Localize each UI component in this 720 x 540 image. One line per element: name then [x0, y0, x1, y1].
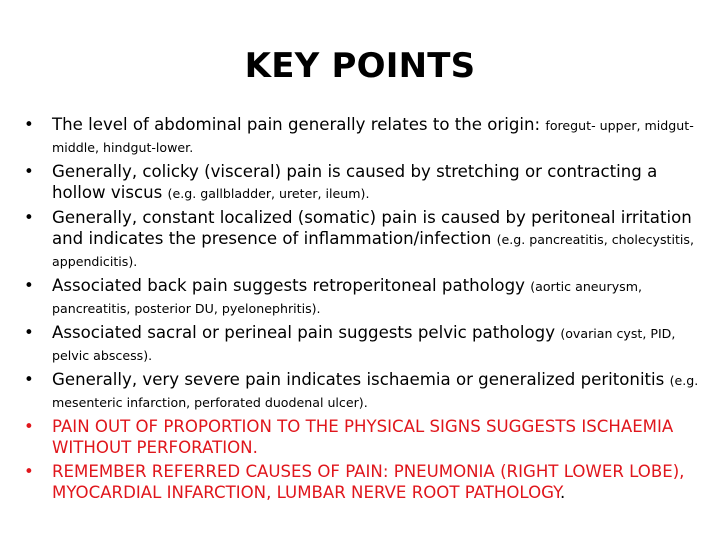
bullet-detail-text: (ovarian cyst, PID, pelvic abscess). [52, 326, 676, 363]
bullet-item [24, 275, 700, 319]
bullet-item [24, 369, 700, 413]
slide-title: KEY POINTS [244, 46, 476, 86]
bullet-main-text: Generally, colicky (visceral) pain is caused by stretching or contracting a hollow viscus [52, 162, 658, 202]
bullet-item-emphasis [24, 416, 700, 458]
bullet-detail-text: (e.g. gallbladder, ureter, ileum). [167, 186, 370, 201]
bullet-main-text: Associated back pain suggests retroperitoneal pathology [52, 276, 531, 295]
bullet-item [24, 114, 700, 158]
bullet-item [24, 161, 700, 204]
bullet-main-text: Associated sacral or perineal pain suggests pelvic pathology [52, 323, 561, 342]
bullet-detail-text: (e.g. mesenteric infarction, perforated duodenal ulcer). [52, 373, 699, 410]
bullet-main-text: Generally, very severe pain indicates ischaemia or generalized peritonitis [52, 370, 670, 389]
bullet-main-text: PAIN OUT OF PROPORTION TO THE PHYSICAL SIGNS SUGGESTS ISCHAEMIA WITHOUT PERFORATION. [52, 417, 674, 457]
bullet-main-text: The level of abdominal pain generally relates to the origin: [52, 115, 546, 134]
bullet-item-emphasis [24, 461, 700, 503]
bullet-list [24, 114, 700, 506]
bullet-item [24, 207, 700, 272]
bullet-detail-text: (e.g. pancreatitis, cholecystitis, appendicitis). [52, 232, 694, 269]
bullet-tail-text: . [559, 483, 566, 502]
bullet-main-text: Generally, constant localized (somatic) pain is caused by peritoneal irritation and indicates the presence of inflammation/infection [52, 208, 692, 248]
bullet-detail-text: foregut- upper, midgut-middle, hindgut-lower. [52, 118, 694, 155]
bullet-item [24, 322, 700, 366]
bullet-main-text: REMEMBER REFERRED CAUSES OF PAIN: PNEUMONIA (RIGHT LOWER LOBE), MYOCARDIAL INFARCTION, LUMBAR NERVE ROOT PATHOLOGY [52, 462, 685, 502]
bullet-detail-text: (aortic aneurysm, pancreatitis, posterior DU, pyelonephritis). [52, 279, 642, 316]
